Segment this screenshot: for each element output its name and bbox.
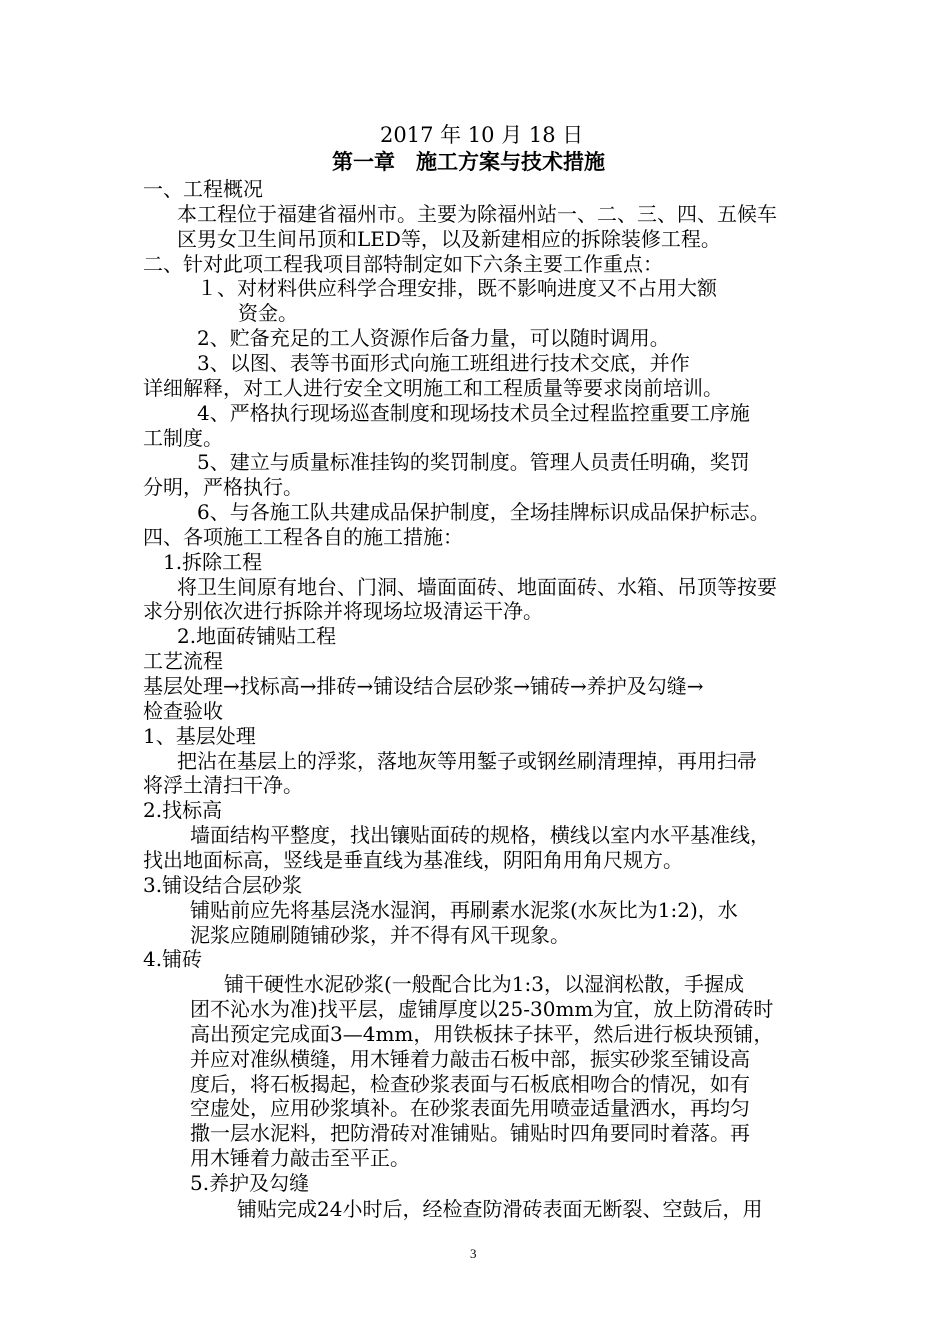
list-item: 5、建立与质量标准挂钩的奖罚制度。管理人员责任明确，奖罚 (197, 450, 750, 474)
section-heading: 四、各项施工工程各自的施工措施： (143, 525, 463, 549)
subsection-heading: 1.拆除工程 (163, 550, 263, 574)
step-heading: 4.铺砖 (143, 947, 203, 971)
chapter-title: 第一章 施工方案与技术措施 (332, 149, 605, 174)
step-heading: 2.找标高 (143, 798, 223, 822)
paragraph-line: 铺干硬性水泥砂浆(一般配合比为1:3，以湿润松散，手握成 (224, 972, 744, 996)
step-heading: 1、基层处理 (143, 724, 256, 748)
subsection-heading: 工艺流程 (143, 649, 223, 673)
paragraph-line: 泥浆应随刷随铺砂浆，并不得有风干现象。 (190, 923, 570, 947)
list-item: 2、贮备充足的工人资源作后备力量，可以随时调用。 (197, 326, 670, 350)
paragraph-line: 团不沁水为准)找平层，虚铺厚度以25-30mm为宜，放上防滑砖时 (190, 997, 774, 1021)
step-heading: 5.养护及勾缝 (190, 1171, 310, 1195)
list-item: 6、与各施工队共建成品保护制度，全场挂牌标识成品保护标志。 (197, 500, 770, 524)
process-flow-line: 基层处理→找标高→排砖→铺设结合层砂浆→铺砖→养护及勾缝→ (143, 674, 704, 698)
paragraph-line: 空虚处，应用砂浆填补。在砂浆表面先用喷壶适量洒水，再均匀 (190, 1096, 750, 1120)
paragraph-line: 用木锤着力敲击至平正。 (190, 1146, 410, 1170)
paragraph-line: 把沾在基层上的浮浆，落地灰等用錾子或钢丝刷清理掉，再用扫帚 (177, 749, 757, 773)
section-heading: 二、针对此项工程我项目部特制定如下六条主要工作重点： (143, 252, 663, 276)
paragraph-line: 高出预定完成面3—4mm，用铁板抹子抹平，然后进行板块预铺， (190, 1022, 774, 1046)
document-date: 2017 年 10 月 18 日 (380, 123, 584, 147)
page-number: 3 (470, 1246, 477, 1261)
paragraph-line: 铺贴完成24小时后，经检查防滑砖表面无断裂、空鼓后，用 (237, 1197, 763, 1221)
list-item: 4、严格执行现场巡查制度和现场技术员全过程监控重要工序施 (197, 401, 750, 425)
paragraph-line: 铺贴前应先将基层浇水湿润，再刷素水泥浆(水灰比为1:2)，水 (190, 898, 738, 922)
paragraph-line: 详细解释，对工人进行安全文明施工和工程质量等要求岗前培训。 (143, 376, 723, 400)
process-flow-line: 检查验收 (143, 699, 223, 723)
subsection-heading: 2.地面砖铺贴工程 (177, 624, 337, 648)
paragraph-line: 将浮土清扫干净。 (143, 773, 303, 797)
paragraph-line: 工制度。 (143, 426, 223, 450)
paragraph-line: 求分别依次进行拆除并将现场垃圾清运干净。 (143, 599, 543, 623)
step-heading: 3.铺设结合层砂浆 (143, 873, 303, 897)
paragraph-line: 墙面结构平整度，找出镶贴面砖的规格，横线以室内水平基准线， (190, 823, 770, 847)
paragraph-line: 区男女卫生间吊顶和LED等，以及新建相应的拆除装修工程。 (177, 227, 721, 251)
paragraph-line: 本工程位于福建省福州市。主要为除福州站一、二、三、四、五候车 (177, 202, 777, 226)
paragraph-line: 分明，严格执行。 (143, 475, 303, 499)
paragraph-line: 将卫生间原有地台、门洞、墙面面砖、地面面砖、水箱、吊顶等按要 (177, 575, 777, 599)
list-item: 3、以图、表等书面形式向施工班组进行技术交底，并作 (197, 351, 690, 375)
section-heading: 一、工程概况 (143, 177, 263, 201)
paragraph-line: 度后，将石板揭起，检查砂浆表面与石板底相吻合的情况，如有 (190, 1072, 750, 1096)
paragraph-line: 撒一层水泥料，把防滑砖对准铺贴。铺贴时四角要同时着落。再 (190, 1121, 750, 1145)
paragraph-line: 找出地面标高，竖线是垂直线为基准线，阴阳角用角尺规方。 (143, 848, 683, 872)
paragraph-line: 并应对准纵横缝，用木锤着力敲击石板中部，振实砂浆至铺设高 (190, 1047, 750, 1071)
list-item: １、对材料供应科学合理安排，既不影响进度又不占用大额 (197, 276, 717, 300)
paragraph-line: 资金。 (238, 301, 298, 325)
